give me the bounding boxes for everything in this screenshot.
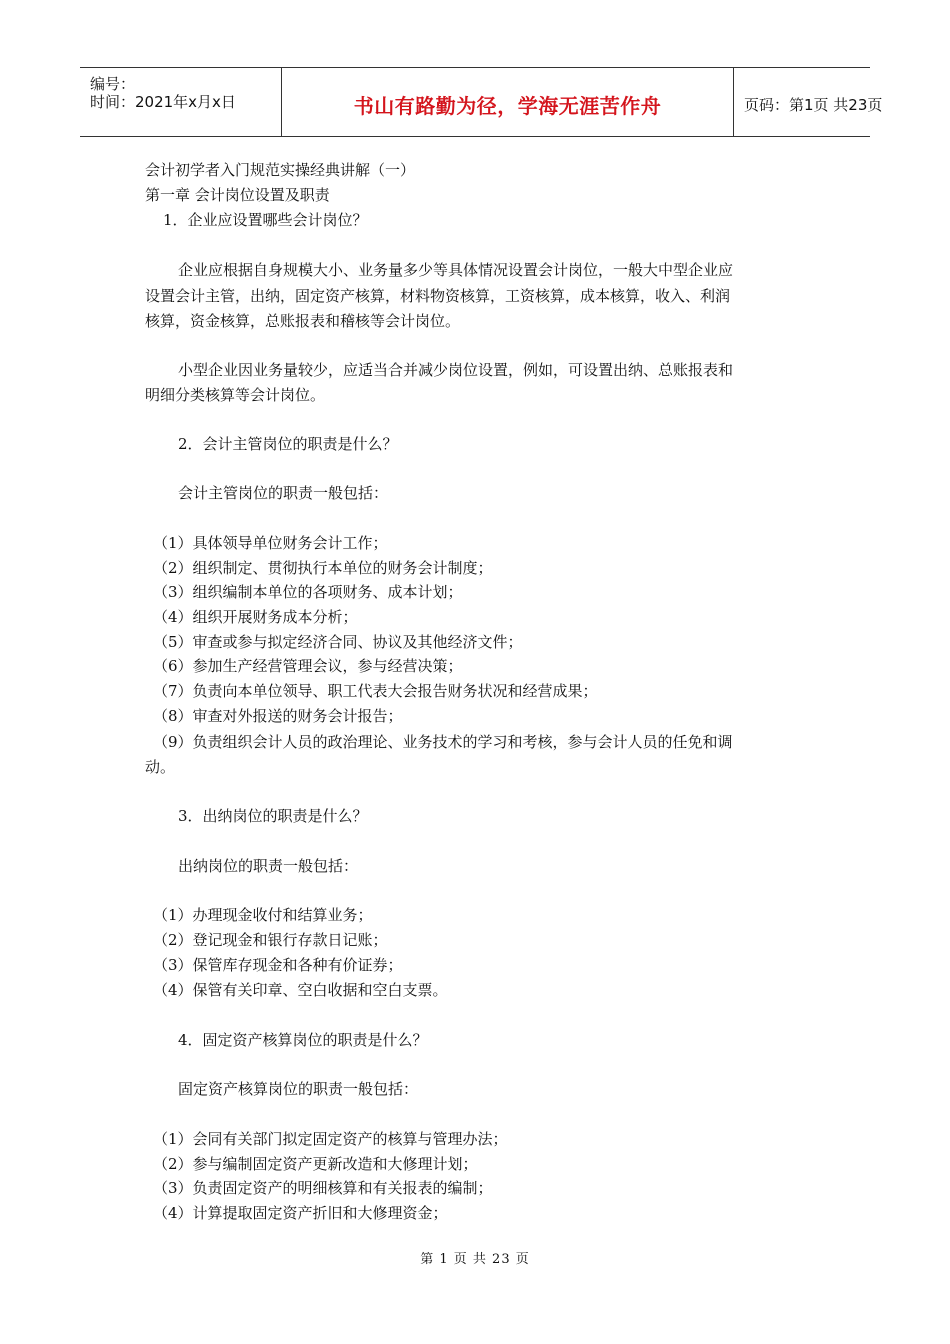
list-item: （6）参加生产经营管理会议，参与经营决策； xyxy=(153,657,463,675)
header-page-cell xyxy=(734,68,883,136)
doc-title: 会计初学者入门规范实操经典讲解（一） xyxy=(145,161,416,179)
list-item: （4）组织开展财务成本分析； xyxy=(153,608,358,626)
list-item: （1）具体领导单位财务会计工作； xyxy=(153,534,388,552)
page-footer: 第 1 页 共 23 页 xyxy=(420,1252,530,1267)
chapter-heading: 第一章 会计岗位设置及职责 xyxy=(145,186,330,204)
paragraph-line: 企业应根据自身规模大小、业务量多少等具体情况设置会计岗位，一般大中型企业应 xyxy=(178,261,734,279)
list-item: （3）保管库存现金和各种有价证券； xyxy=(153,956,403,974)
header-meta-cell xyxy=(80,68,282,136)
list-item: （4）计算提取固定资产折旧和大修理资金； xyxy=(153,1204,448,1222)
page-info: 页码：第1页 共23页 xyxy=(744,96,883,114)
paragraph-line: 设置会计主管，出纳，固定资产核算，材料物资核算，工资核算，成本核算，收入、利润 xyxy=(145,287,731,305)
list-item: （1）会同有关部门拟定固定资产的核算与管理办法； xyxy=(153,1130,508,1148)
paragraph-line: 小型企业因业务量较少，应适当合并减少岗位设置，例如，可设置出纳、总账报表和 xyxy=(178,361,734,379)
list-item: （2）参与编制固定资产更新改造和大修理计划； xyxy=(153,1155,478,1173)
paragraph-line: 核算，资金核算，总账报表和稽核等会计岗位。 xyxy=(145,312,461,330)
header-table xyxy=(80,67,883,137)
list-item: （2）组织制定、贯彻执行本单位的财务会计制度； xyxy=(153,559,493,577)
list-item: （4）保管有关印章、空白收据和空白支票。 xyxy=(153,981,448,999)
question-4: 4．固定资产核算岗位的职责是什么？ xyxy=(178,1031,428,1049)
list-item: （1）办理现金收付和结算业务； xyxy=(153,906,373,924)
question-1: 1．企业应设置哪些会计岗位？ xyxy=(163,211,368,229)
list-item-continuation: 动。 xyxy=(145,758,176,776)
number-label: 编号： xyxy=(90,75,136,93)
question-2-intro: 会计主管岗位的职责一般包括： xyxy=(178,484,389,502)
list-item: （5）审查或参与拟定经济合同、协议及其他经济文件； xyxy=(153,633,523,651)
time-label: 时间：2021年x月x日 xyxy=(90,93,236,111)
header-motto-cell xyxy=(282,68,734,136)
question-2: 2．会计主管岗位的职责是什么？ xyxy=(178,435,398,453)
motto: 书山有路勤为径，学海无涯苦作舟 xyxy=(353,94,662,118)
list-item: （7）负责向本单位领导、职工代表大会报告财务状况和经营成果； xyxy=(153,682,598,700)
list-item: （3）负责固定资产的明细核算和有关报表的编制； xyxy=(153,1179,493,1197)
list-item: （3）组织编制本单位的各项财务、成本计划； xyxy=(153,583,463,601)
question-3-intro: 出纳岗位的职责一般包括： xyxy=(178,857,359,875)
list-item: （9）负责组织会计人员的政治理论、业务技术的学习和考核，参与会计人员的任免和调 xyxy=(153,733,733,751)
question-4-intro: 固定资产核算岗位的职责一般包括： xyxy=(178,1080,419,1098)
list-item: （2）登记现金和银行存款日记账； xyxy=(153,931,388,949)
paragraph-line: 明细分类核算等会计岗位。 xyxy=(145,386,326,404)
question-3: 3．出纳岗位的职责是什么？ xyxy=(178,807,368,825)
list-item: （8）审查对外报送的财务会计报告； xyxy=(153,707,403,725)
